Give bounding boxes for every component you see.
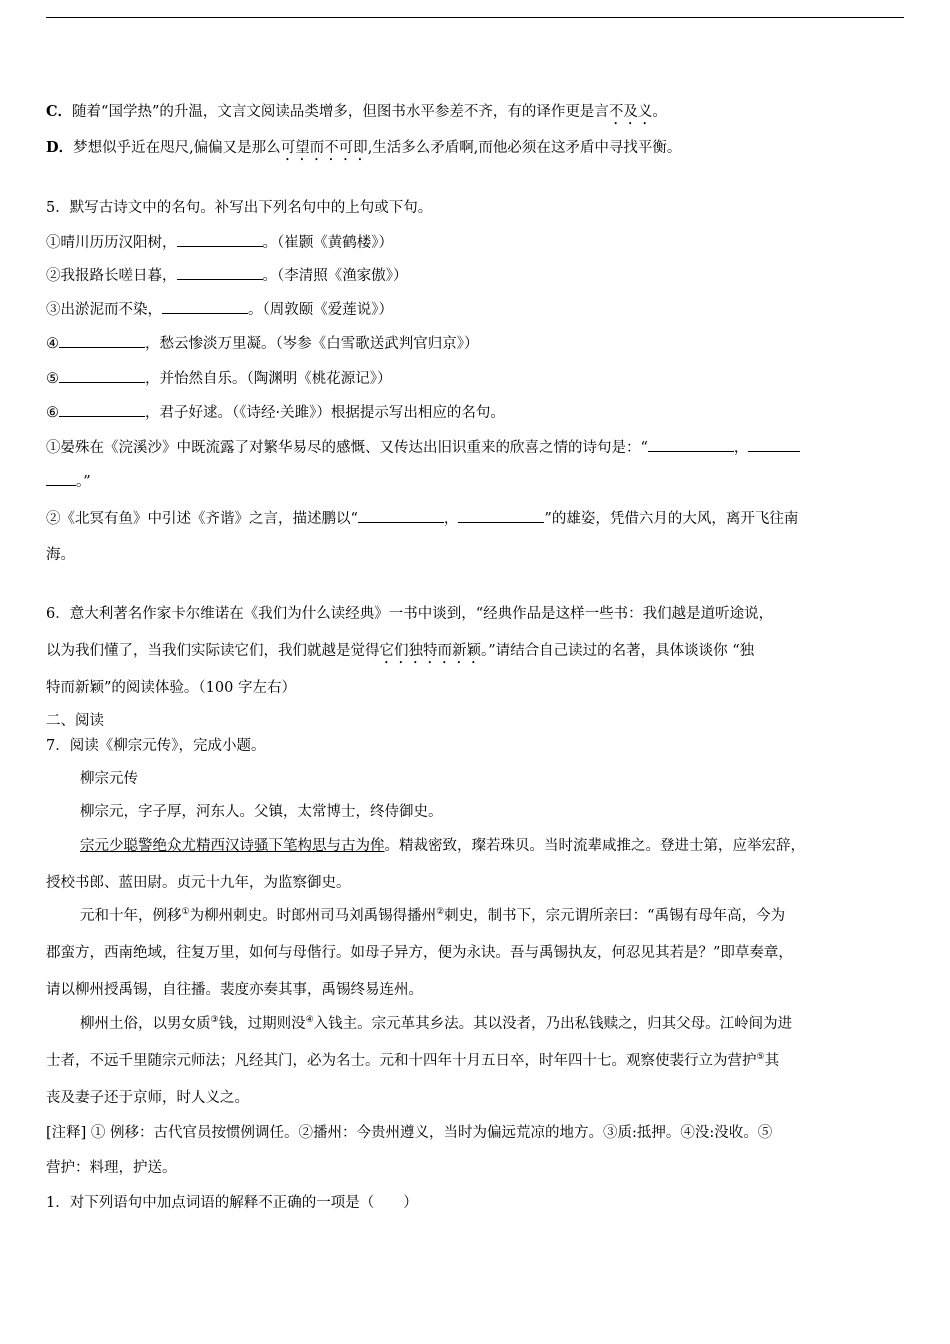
passage-text: 为柳州刺史。时郎州司马刘禹锡得播州: [189, 908, 437, 924]
underlined-sentence: 宗元少聪警绝众尤精西汉诗骚下笔构思与古为侔: [80, 838, 385, 854]
passage-text: 入钱主。宗元革其乡法。其以没者，乃出私钱赎之，归其父母。江岭间为进: [313, 1016, 793, 1032]
q6-line-2: [46, 641, 906, 667]
notes-line-1: [注释] ① 例移：古代官员按惯例调任。②播州：今贵州遵义，当时为偏远荒凉的地方。③质:抵押。④没:没收。⑤: [46, 1125, 773, 1141]
q6-line-3: 特而新颖”的阅读体验。（100 字左右）: [46, 680, 296, 696]
q4-option-c: [46, 102, 906, 128]
sub-question-1: 1．对下列语句中加点词语的解释不正确的一项是（ ）: [46, 1195, 418, 1211]
item-text: ③出淤泥而不染，: [46, 302, 162, 318]
option-label: D．: [46, 139, 74, 156]
q5-item-2: [46, 265, 906, 286]
q5-item-5: [46, 368, 906, 389]
fill-blank[interactable]: [458, 508, 544, 523]
q6-text-end: 。”请结合自己读过的名著，具体谈谈你 “独: [481, 643, 755, 659]
fill-blank[interactable]: [59, 402, 145, 417]
item-source: 。（崔颢《黄鹤楼》）: [262, 235, 393, 251]
q4-option-d: [46, 138, 906, 164]
q5-prompt-2: [46, 508, 906, 529]
footnote-marker: ⑤: [756, 1052, 765, 1063]
prompt-text: ①晏殊在《浣溪沙》中既流露了对繁华易尽的感慨、又传达出旧识重来的欣喜之情的诗句是：“: [46, 440, 648, 456]
prompt-text: ②《北冥有鱼》中引述《齐谐》之言，描述鹏以“: [46, 511, 358, 527]
dotted-phrase: 它们独特而新颖: [379, 643, 481, 659]
passage-para-2: [80, 836, 906, 856]
prompt-comma: ，: [733, 440, 749, 456]
q5-item-4: [46, 333, 906, 354]
item-number: ④: [46, 336, 59, 352]
footnote-marker: ③: [210, 1015, 219, 1026]
passage-text: 刺史，制书下，宗元谓所亲曰：“禹锡有母年高，今为: [444, 908, 786, 924]
fill-blank[interactable]: [59, 368, 145, 383]
item-text: ，愁云惨淡万里凝。（岑参《白雪歌送武判官归京》）: [145, 336, 479, 352]
passage-para-2-cont: 授校书郎、蓝田尉。贞元十九年，为监察御史。: [46, 875, 351, 891]
item-number: ⑥: [46, 405, 59, 421]
q6-text: 以为我们懂了，当我们实际读它们，我们就越是觉得: [46, 643, 380, 659]
item-text: ①晴川历历汉阳树，: [46, 235, 177, 251]
item-text: ②我报路长嗟日暮，: [46, 268, 177, 284]
item-text: ，君子好逑。（《诗经·关雎》）根据提示写出相应的名句。: [145, 405, 505, 421]
fill-blank[interactable]: [59, 333, 145, 348]
footnote-marker: ①: [181, 907, 190, 918]
dotted-phrase: 可望而不可即: [280, 140, 368, 156]
passage-text: 元和十年，例移: [80, 908, 182, 924]
footnote-marker: ④: [305, 1015, 314, 1026]
section-heading: 二、阅读: [46, 713, 104, 729]
passage-para-4-cont: [46, 1051, 906, 1071]
q5-item-6: [46, 402, 906, 423]
option-text-end: 。: [652, 104, 667, 120]
top-rule: [46, 17, 904, 18]
fill-blank[interactable]: [748, 437, 800, 452]
notes-line-2: 营护：料理，护送。: [46, 1160, 177, 1176]
dotted-phrase: 不及义: [608, 104, 653, 120]
fill-blank[interactable]: [46, 471, 76, 486]
item-source: 。（周敦颐《爱莲说》）: [248, 302, 393, 318]
fill-blank[interactable]: [177, 232, 263, 247]
fill-blank[interactable]: [358, 508, 444, 523]
item-source: 。（李清照《渔家傲》）: [262, 268, 408, 284]
passage-para-4: [80, 1014, 906, 1034]
q7-header: 7．阅读《柳宗元传》，完成小题。: [46, 738, 266, 754]
passage-para-3: [80, 906, 906, 926]
passage-text: 。精裁密致，璨若珠贝。当时流辈咸推之。登进士第，应举宏辞，: [384, 838, 805, 854]
q5-header: 5．默写古诗文中的名句。补写出下列名句中的上句或下句。: [46, 200, 433, 216]
passage-text: 士者，不远千里随宗元师法；凡经其门，必为名士。元和十四年十月五日卒，时年四十七。观察使裴行立为营护: [46, 1053, 757, 1069]
passage-para-3-cont: 郡蛮方，西南绝域，往复万里，如何与母偕行。如母子异方，便为永诀。吾与禹锡执友，何忍见其若是？”即草奏章，: [46, 945, 793, 961]
fill-blank[interactable]: [648, 437, 734, 452]
passage-text: 钱，过期则没: [218, 1016, 306, 1032]
prompt-end: 。”: [76, 474, 91, 490]
option-text-end: ,生活多么矛盾啊,而他必须在这矛盾中寻找平衡。: [367, 140, 682, 156]
footnote-marker: ②: [436, 907, 445, 918]
passage-text: 其: [764, 1053, 780, 1069]
option-text: 随着“国学热”的升温，文言文阅读品类增多，但图书水平参差不齐，有的译作更是言: [72, 104, 609, 120]
passage-title: 柳宗元传: [80, 771, 138, 787]
q5-item-1: [46, 232, 906, 253]
q6-line-1: 6．意大利著名作家卡尔维诺在《我们为什么读经典》一书中谈到，“经典作品是这样一些书：我们越是道听途说，: [46, 606, 774, 622]
passage-para-1: 柳宗元，字子厚，河东人。父镇，太常博士，终侍御史。: [80, 804, 443, 820]
q5-prompt-1-cont: [46, 471, 906, 492]
prompt-comma: ，: [443, 511, 459, 527]
item-text: ，并怡然自乐。（陶渊明《桃花源记》）: [145, 371, 392, 387]
option-text: 梦想似乎近在咫尺,偏偏又是那么: [73, 140, 281, 156]
q5-item-3: [46, 299, 906, 320]
item-number: ⑤: [46, 371, 59, 387]
passage-para-4-cont: 丧及妻子还于京师，时人义之。: [46, 1090, 249, 1106]
fill-blank[interactable]: [177, 265, 263, 280]
fill-blank[interactable]: [162, 299, 248, 314]
prompt-text: ”的雄姿，凭借六月的大风，离开飞往南: [544, 511, 799, 527]
q5-prompt-2-cont: 海。: [46, 547, 75, 563]
q5-prompt-1: [46, 437, 906, 458]
passage-para-3-cont: 请以柳州授禹锡，自往播。裴度亦奏其事，禹锡终易连州。: [46, 982, 423, 998]
option-label: C．: [46, 103, 73, 120]
passage-text: 柳州土俗，以男女质: [80, 1016, 211, 1032]
